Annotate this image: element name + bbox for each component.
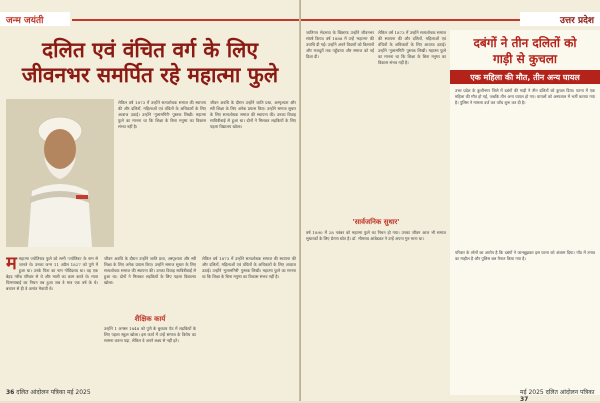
section-tag: [520, 12, 600, 26]
article-column-a1: [306, 30, 374, 220]
issue-date: मई 2025: [66, 389, 91, 396]
section-tag-label: उत्तर प्रदेश: [560, 16, 594, 26]
page-number: 36: [6, 389, 15, 396]
portrait-illustration: [6, 99, 114, 247]
paragraph: लेकिन वर्ष 1873 में उन्होंने सत्यशोधक समाज की स्थापना की और दलितों, महिलाओं एवं वंचितों के अधिकारों के लिए आवाज उठाई। उन्होंने 'गुलामगिरी' पुस्तक लिखी। महात्मा फुले का मानना था कि शिक्षा के बिना मनुष्य का विकास संभव नहीं है।: [202, 256, 296, 279]
sidebar-headline-2: गाड़ी से कुचला: [493, 52, 557, 66]
paragraph: जातिगत भेदभाव के खिलाफ उन्होंने जीवनभर संघर्ष किया। वर्ष 1888 में उन्हें 'महात्मा' की उपाधि दी गई। उन्होंने अपने विचारों को किसानों और मजदूरों तक पहुँचाया और समाज को नई दिशा दी।: [306, 30, 374, 59]
article-column-2: [104, 256, 196, 312]
page-number: 37: [520, 396, 529, 403]
paragraph: लेकिन वर्ष 1873 में उन्होंने सत्यशोधक समाज की स्थापना की और दलितों, महिलाओं एवं वंचितों के अधिकारों के लिए आवाज उठाई। उन्होंने 'गुलामगिरी' पुस्तक लिखी। महात्मा फुले का मानना था कि शिक्षा के बिना मनुष्य का विकास संभव नहीं है।: [118, 100, 206, 129]
sidebar-subheadline-band: [450, 70, 600, 84]
paragraph: जीवन अवधि के दौरान उन्होंने जाति प्रथा, अस्पृश्यता और स्त्री शिक्षा के लिए अनेक प्रयास किए। उन्होंने समाज सुधार के लिए सत्यशोधक समाज की स्थापना की। उनका विवाह सावित्रीबाई से हुआ था। दोनों ने मिलकर लड़कियों के लिए पहला विद्यालय खोला।: [104, 256, 196, 285]
page-footer: [520, 388, 600, 403]
paragraph: उत्तर प्रदेश के कुशीनगर जिले में दबंगों की गाड़ी ने तीन दलितों को कुचल दिया। घटना में एक महिला की मौत हो गई, जबकि तीन अन्य घायल हो गए। घायलों को अस्पताल में भर्ती कराया गया है। पुलिस ने मामला दर्ज कर जाँच शुरू कर दी है।: [455, 88, 595, 105]
drop-cap: म: [6, 256, 17, 274]
article-column-1: [6, 256, 98, 386]
publication-name: दलित आंदोलन पत्रिका: [545, 389, 595, 396]
sidebar-body-2: [455, 250, 595, 390]
left-page: [0, 0, 300, 401]
issue-date: मई 2025: [520, 389, 544, 396]
headline-line-1: दलित एवं वंचित वर्ग के लिए: [42, 38, 258, 62]
paragraph: जीवन अवधि के दौरान उन्होंने जाति प्रथा, अस्पृश्यता और स्त्री शिक्षा के लिए अनेक प्रयास किए। उन्होंने समाज सुधार के लिए सत्यशोधक समाज की स्थापना की। उनका विवाह सावित्रीबाई से हुआ था। दोनों ने मिलकर लड़कियों के लिए पहला विद्यालय खोला।: [210, 100, 296, 129]
article-column-b: [306, 230, 446, 385]
article-column-far-right: [210, 100, 296, 250]
sidebar-subheadline: एक महिला की मौत, तीन अन्य घायल: [470, 73, 580, 82]
article-column-a2: [378, 30, 446, 220]
paragraph: परिवार के लोगों का आरोप है कि दबंगों ने जानबूझकर इस घटना को अंजाम दिया। गाँव में तनाव का माहौल है और पुलिस बल तैनात किया गया है।: [455, 250, 595, 261]
news-sidebar: [450, 30, 600, 395]
paragraph: महात्मा ज्योतिराव फुले को सभी 'ज्योतिबा' के नाम से जानते थे। उनका जन्म 11 अप्रैल 1827 को पुणे में हुआ था। उनके पिता का नाम गोविंदराव था। वह एक बेहद गरीब परिवार से थे और माली का काम करते थे। माता चिमणाबाई का निधन तब हुआ जब वे मात्र एक वर्ष के थे। बचपन से ही वे अत्यंत मेधावी थे।: [6, 256, 98, 291]
article-column-right-top: [118, 100, 206, 250]
paragraph: उन्होंने 1 अगस्त 1848 को पुणे के बुधवार पेठ में लड़कियों के लिए पहला स्कूल खोला। इस कार्य में उन्हें समाज के विरोध का सामना करना पड़ा, लेकिन वे अपने लक्ष्य से नहीं हटे।: [104, 326, 196, 343]
subheading: शैक्षिक कार्य: [134, 315, 166, 323]
publication-name: दलित आंदोलन पत्रिका: [16, 389, 66, 396]
paragraph: लेकिन वर्ष 1873 में उन्होंने सत्यशोधक समाज की स्थापना की और दलितों, महिलाओं एवं वंचितों के अधिकारों के लिए आवाज उठाई। उन्होंने 'गुलामगिरी' पुस्तक लिखी। महात्मा फुले का मानना था कि शिक्षा के बिना मनुष्य का विकास संभव नहीं है।: [378, 30, 446, 65]
article-column-2b: [104, 326, 196, 386]
section-tag: [0, 12, 70, 26]
sidebar-headline-1: दबंगों ने तीन दलितों को: [473, 36, 577, 50]
page-footer: [6, 388, 91, 398]
section-rule: [72, 19, 300, 21]
headline-line-2: जीवनभर समर्पित रहे महात्मा फुले: [21, 63, 279, 87]
portrait-image: [6, 99, 114, 247]
section-tag-label: जन्म जयंती: [6, 16, 44, 26]
article-column-3: [202, 256, 296, 386]
subheading: 'सार्वजनिक सुधार': [352, 218, 400, 226]
sidebar-body: [455, 88, 595, 248]
paragraph: वर्ष 1890 में 28 नवंबर को महात्मा फुले का निधन हो गया। उनका जीवन आज भी समाज सुधारकों के लिए प्रेरणा स्रोत है। डॉ. भीमराव आंबेडकर ने उन्हें अपना गुरु माना था।: [306, 230, 446, 241]
section-rule: [301, 19, 520, 21]
